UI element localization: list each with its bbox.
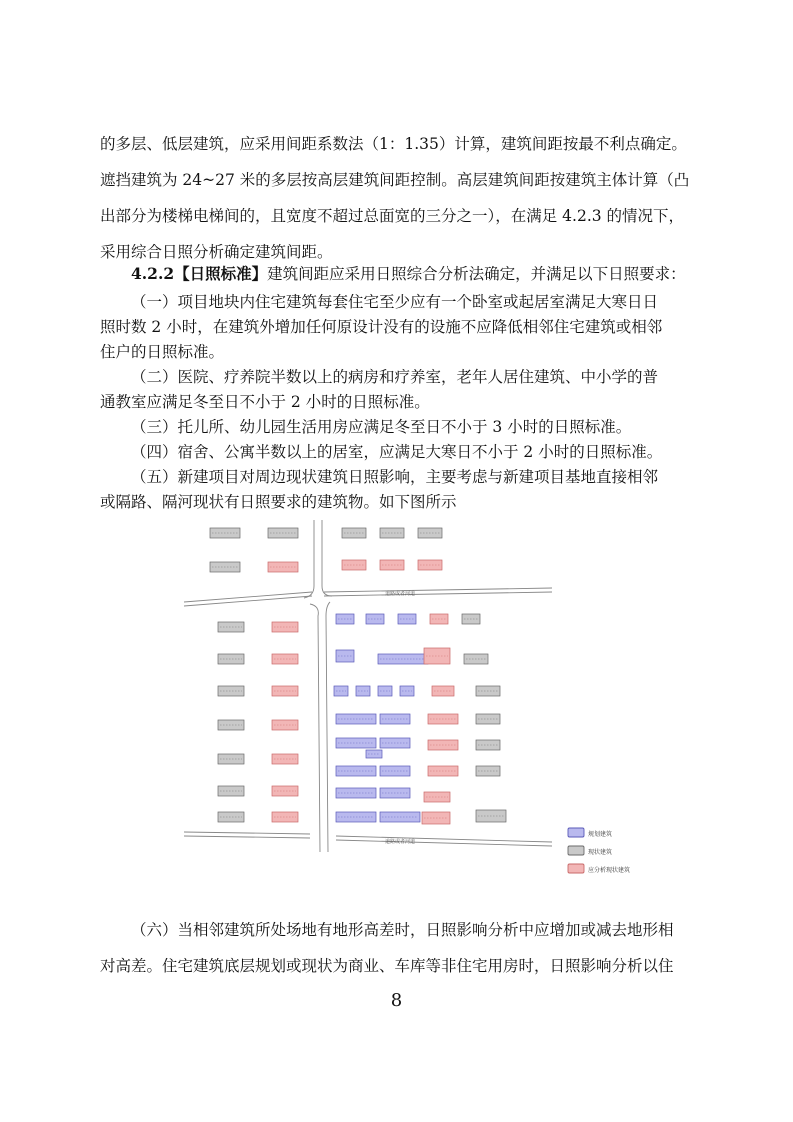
text-line: （六）当相邻建筑所处场地有地形高差时，日照影响分析中应增加或减去地形相 [131, 921, 674, 939]
terrain-paragraph [100, 912, 692, 984]
section-number: 4.2.2 [131, 264, 175, 283]
list-item-continuation: 照时数 2 小时，在建筑外增加任何原设计没有的设施不应降低相邻住宅建筑或相邻 [100, 318, 663, 336]
building-existing [218, 786, 244, 796]
building-analyzed-existing [272, 686, 298, 696]
list-item: （五）新建项目对周边现状建筑日照影响，主要考虑与新建项目基地直接相邻 [131, 468, 659, 486]
intro-paragraph [100, 126, 692, 270]
text-line: 出部分为楼梯电梯间的，且宽度不超过总面宽的三分之一），在满足 4.2.3 的情况下， [100, 207, 685, 225]
legend [568, 828, 630, 874]
text-line: 对高差。住宅建筑底层规划或现状为商业、车库等非住宅用房时，日照影响分析以住 [100, 957, 674, 975]
list-item: （二）医院、疗养院半数以上的病房和疗养室，老年人居住建筑、中小学的普 [131, 368, 659, 386]
list-item-continuation: 住户的日照标准。 [100, 343, 225, 361]
section-text: 建筑间距应采用日照综合分析法确定，并满足以下日照要求： [267, 265, 686, 283]
building-analyzed-existing [424, 648, 450, 664]
page-number: 8 [390, 990, 403, 1011]
legend-swatch [568, 846, 584, 855]
building-analyzed-existing [272, 812, 298, 822]
road-top-label: 道路或者河道 [385, 591, 416, 597]
legend-swatch [568, 828, 584, 837]
legend-label: 现状建筑 [588, 849, 613, 856]
list-item: （三）托儿所、幼儿园生活用房应满足冬至日不小于 3 小时的日照标准。 [131, 418, 632, 436]
building-existing [218, 654, 244, 664]
building-analyzed-existing [272, 622, 298, 632]
building-existing [218, 754, 244, 764]
section-title: 【日照标准】 [174, 264, 268, 283]
list-item-continuation: 通教室应满足冬至日不小于 2 小时的日照标准。 [100, 393, 430, 411]
text-line: 遮挡建筑为 24~27 米的多层按高层建筑间距控制。高层建筑间距按建筑主体计算（凸 [100, 171, 690, 189]
building-existing [218, 812, 244, 822]
list-item: （一）项目地块内住宅建筑每套住宅至少应有一个卧室或起居室满足大寒日日 [131, 293, 659, 311]
building-existing [218, 720, 244, 730]
building-blocks [210, 528, 506, 824]
list-item: （四）宿舍、公寓半数以上的居室，应满足大寒日不小于 2 小时的日照标准。 [131, 443, 663, 461]
legend-label: 规划建筑 [588, 831, 613, 838]
building-analyzed-existing [272, 754, 298, 764]
building-analyzed-existing [272, 786, 298, 796]
legend-label: 应分析现状建筑 [588, 867, 631, 874]
text-line: 采用综合日照分析确定建筑间距。 [100, 243, 333, 261]
list-item-continuation: 或隔路、隔河现状有日照要求的建筑物。如下图所示 [100, 493, 457, 511]
building-existing [218, 622, 244, 632]
text-line: 的多层、低层建筑，应采用间距系数法（1：1.35）计算，建筑间距按最不利点确定。 [100, 135, 687, 153]
section-4-2-2 [100, 256, 692, 292]
building-analyzed-existing [272, 654, 298, 664]
building-existing [218, 686, 244, 696]
sunlight-analysis-site-plan [180, 516, 631, 876]
legend-swatch [568, 864, 584, 873]
road-bottom-label: 道路或者河道 [385, 839, 416, 845]
building-analyzed-existing [424, 792, 450, 802]
sunlight-requirements-list [100, 290, 692, 515]
building-analyzed-existing [272, 720, 298, 730]
